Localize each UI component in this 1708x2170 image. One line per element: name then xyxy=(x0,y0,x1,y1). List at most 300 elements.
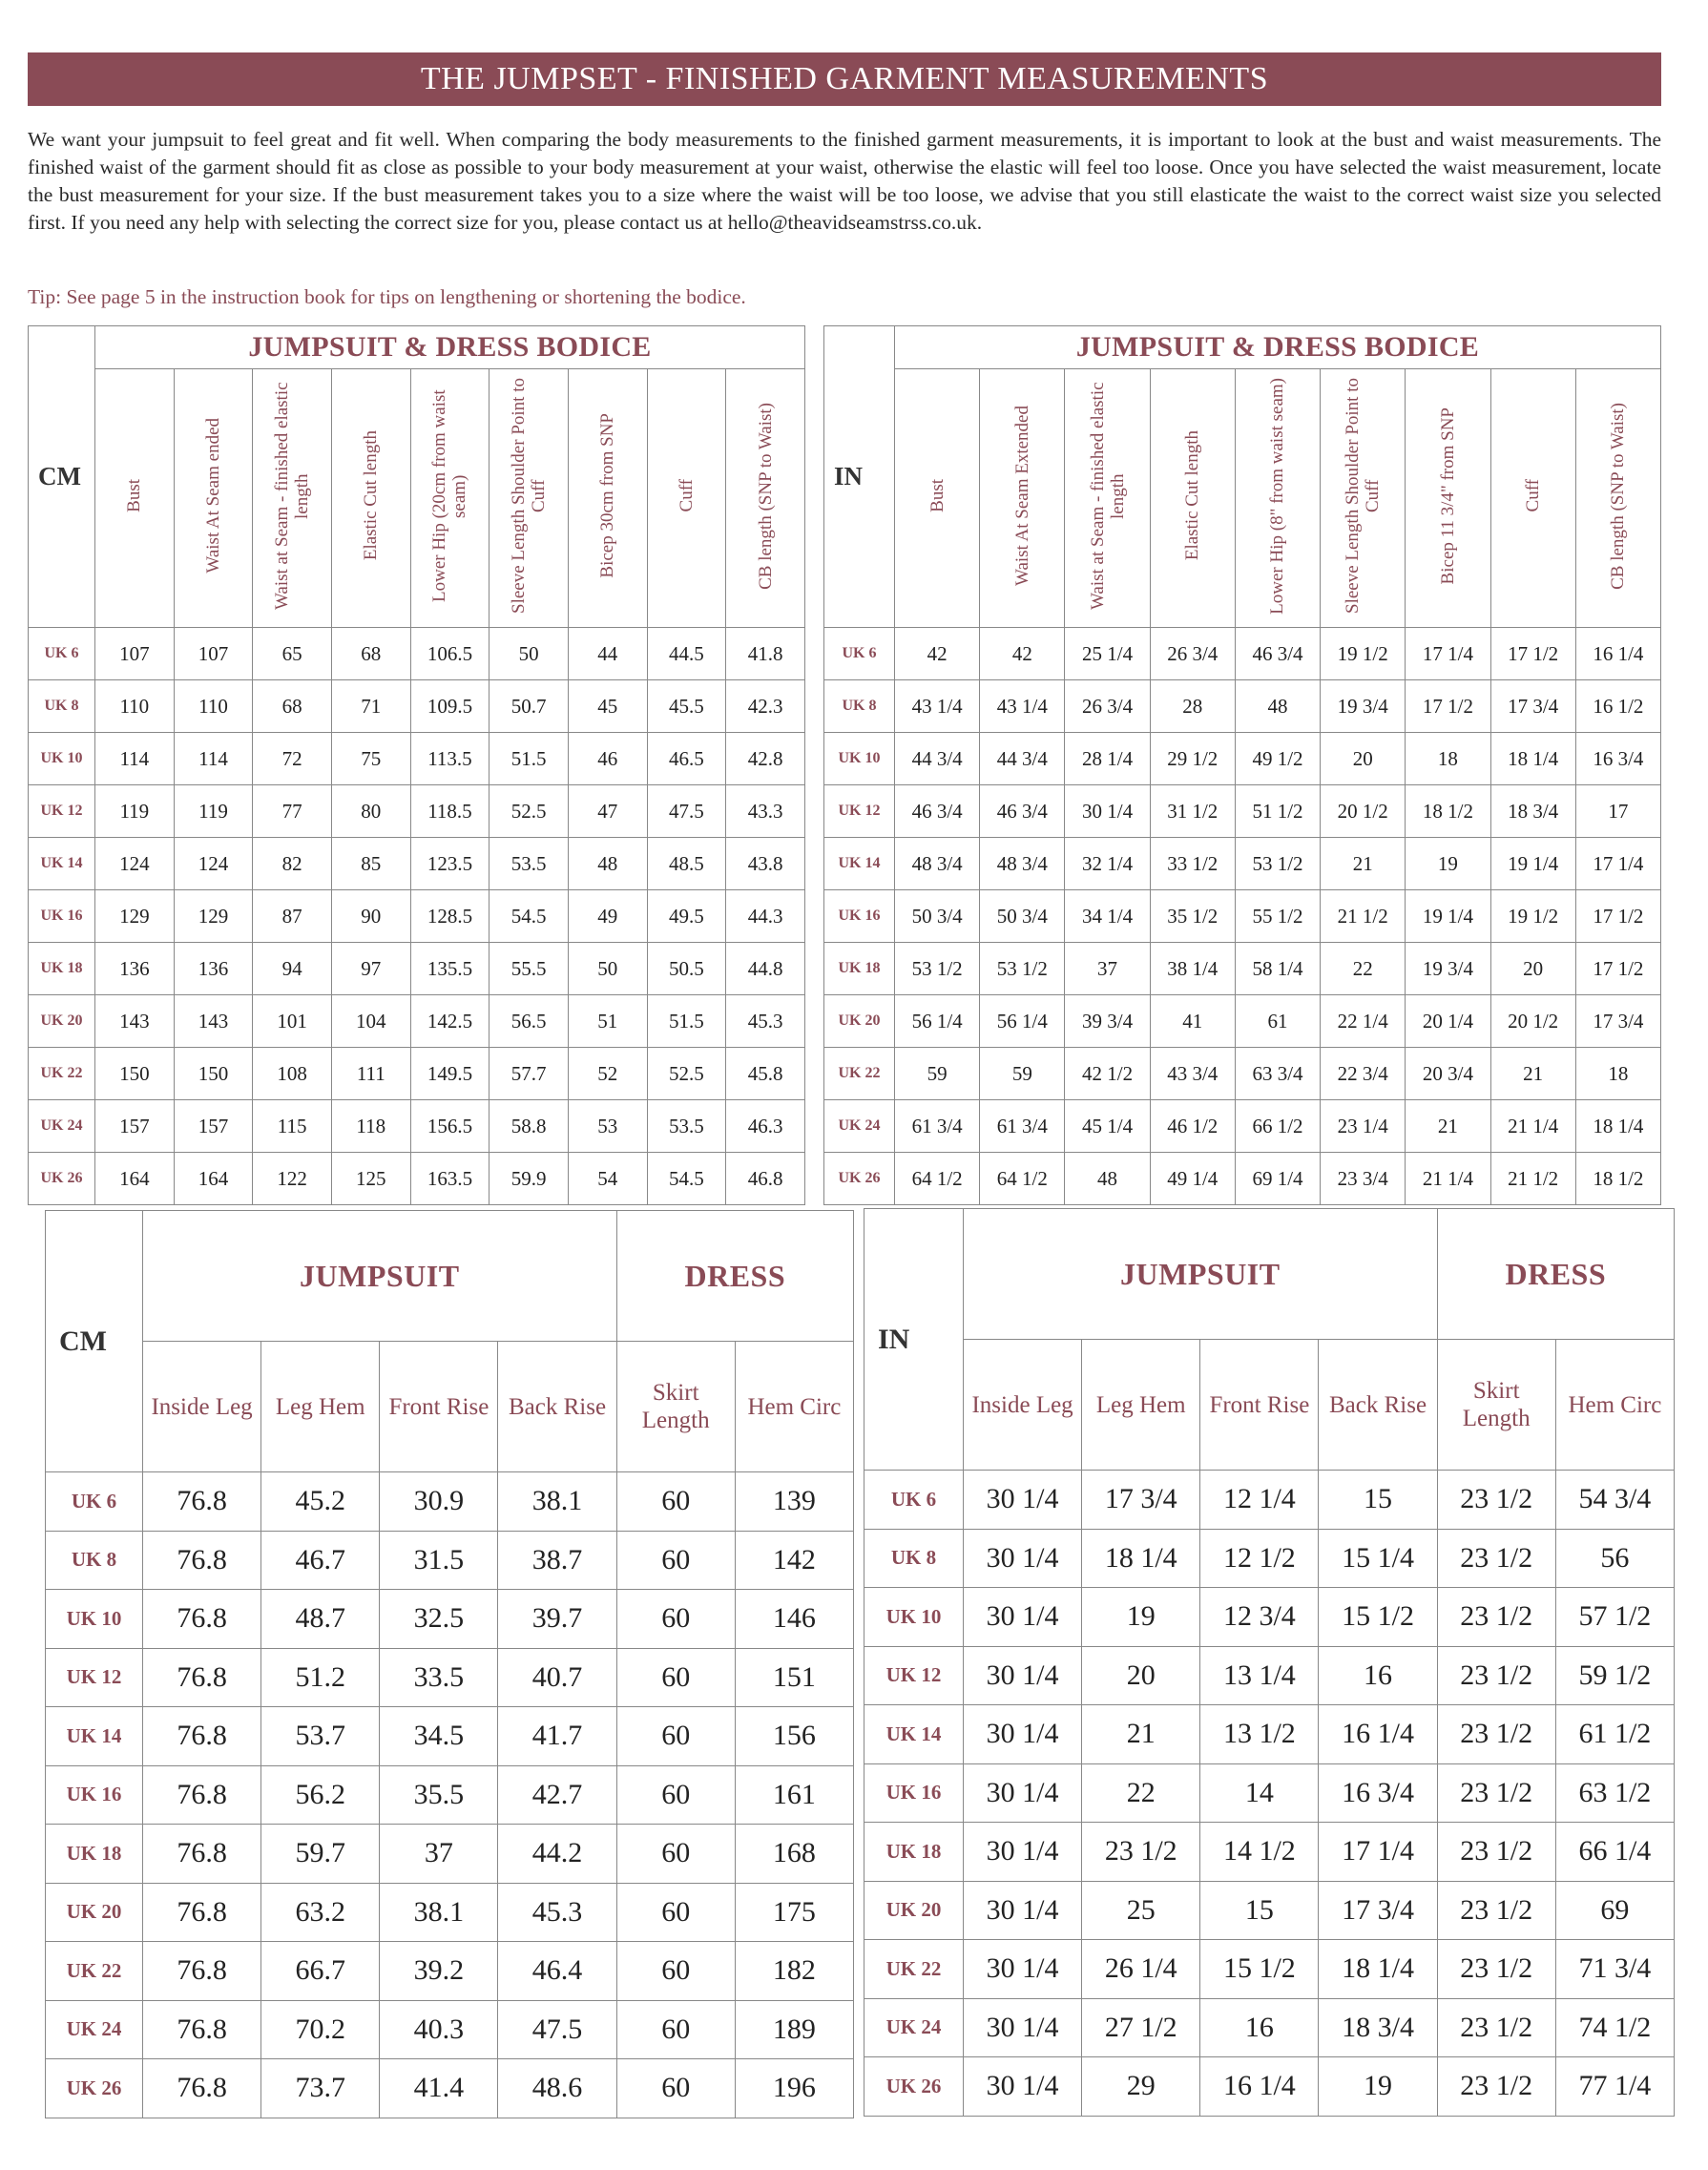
table-cell: 65 xyxy=(253,628,332,680)
table-cell: 23 1/4 xyxy=(1321,1100,1406,1153)
column-header-label: Bust xyxy=(927,479,948,512)
table-cell: 42.3 xyxy=(726,680,805,733)
table-row xyxy=(864,2057,1675,2117)
table-cell: 30 1/4 xyxy=(964,1881,1082,1940)
table-cell: 53 xyxy=(568,1100,647,1153)
column-header: Front Rise xyxy=(380,1342,498,1472)
table-cell: 20 xyxy=(1490,943,1575,995)
table-cell: 113.5 xyxy=(410,733,489,785)
table-row xyxy=(46,2059,854,2118)
table-cell: 54 xyxy=(568,1153,647,1205)
table-cell: 30.9 xyxy=(380,1472,498,1532)
table-cell: 18 1/4 xyxy=(1319,1940,1437,1999)
table-cell: 114 xyxy=(174,733,253,785)
table-row xyxy=(46,1472,854,1532)
table-cell: 48 xyxy=(1235,680,1320,733)
table-cell: 53 1/2 xyxy=(1235,838,1320,890)
table-cell: 50.7 xyxy=(489,680,569,733)
column-header xyxy=(331,369,410,628)
table-cell: 48.6 xyxy=(498,2059,616,2118)
size-label: UK 20 xyxy=(864,1881,964,1940)
table-cell: 46.8 xyxy=(726,1153,805,1205)
table-cell: 32.5 xyxy=(380,1590,498,1649)
table-cell: 59.7 xyxy=(261,1825,380,1884)
table-cell: 76.8 xyxy=(143,1707,261,1766)
table-cell: 13 1/4 xyxy=(1200,1646,1319,1705)
table-cell: 30 1/4 xyxy=(1065,785,1150,838)
column-header-label: Bust xyxy=(124,479,145,512)
table-cell: 16 xyxy=(1319,1646,1437,1705)
table-cell: 58.8 xyxy=(489,1100,569,1153)
column-header xyxy=(1321,369,1406,628)
table-cell: 46.5 xyxy=(647,733,726,785)
table-cell: 125 xyxy=(331,1153,410,1205)
table-cell: 163.5 xyxy=(410,1153,489,1205)
size-label: UK 6 xyxy=(46,1472,143,1532)
table-row xyxy=(29,1048,805,1100)
table-cell: 76.8 xyxy=(143,1942,261,2001)
table-cell: 31 1/2 xyxy=(1150,785,1235,838)
column-header-label: Sleeve Length Shoulder Point to Cuff xyxy=(509,378,550,614)
table-cell: 30 1/4 xyxy=(964,1588,1082,1647)
table-cell: 146 xyxy=(735,1590,853,1649)
table-cell: 123.5 xyxy=(410,838,489,890)
table-cell: 59 1/2 xyxy=(1555,1646,1674,1705)
table-cell: 48 3/4 xyxy=(980,838,1065,890)
size-label: UK 22 xyxy=(46,1942,143,2001)
table-cell: 46.4 xyxy=(498,1942,616,2001)
column-header xyxy=(1575,369,1660,628)
table-cell: 46 3/4 xyxy=(980,785,1065,838)
table-cell: 59.9 xyxy=(489,1153,569,1205)
table-cell: 21 1/4 xyxy=(1490,1100,1575,1153)
table-cell: 90 xyxy=(331,890,410,943)
column-header xyxy=(726,369,805,628)
table-cell: 50 3/4 xyxy=(895,890,980,943)
table-cell: 15 1/2 xyxy=(1319,1588,1437,1647)
table-row xyxy=(864,1471,1675,1530)
table-cell: 20 xyxy=(1082,1646,1200,1705)
table-cell: 157 xyxy=(95,1100,175,1153)
unit-label: CM xyxy=(29,326,95,628)
table-cell: 17 1/2 xyxy=(1575,943,1660,995)
table-cell: 41.8 xyxy=(726,628,805,680)
table-row xyxy=(46,1825,854,1884)
size-label: UK 26 xyxy=(824,1153,895,1205)
size-label: UK 10 xyxy=(46,1590,143,1649)
table-cell: 58 1/4 xyxy=(1235,943,1320,995)
table-cell: 68 xyxy=(253,680,332,733)
table-row xyxy=(29,838,805,890)
table-cell: 44.3 xyxy=(726,890,805,943)
table-cell: 115 xyxy=(253,1100,332,1153)
table-cell: 30 1/4 xyxy=(964,1940,1082,1999)
table-cell: 45.3 xyxy=(726,995,805,1048)
table-cell: 28 1/4 xyxy=(1065,733,1150,785)
table-cell: 60 xyxy=(616,1648,735,1707)
table-cell: 61 1/2 xyxy=(1555,1705,1674,1764)
table-cell: 107 xyxy=(174,628,253,680)
table-cell: 50 xyxy=(489,628,569,680)
table-cell: 76.8 xyxy=(143,1648,261,1707)
table-cell: 54.5 xyxy=(489,890,569,943)
table-cell: 56.2 xyxy=(261,1765,380,1825)
column-header: Inside Leg xyxy=(143,1342,261,1472)
table-cell: 182 xyxy=(735,1942,853,2001)
table-cell: 42.7 xyxy=(498,1765,616,1825)
table-cell: 68 xyxy=(331,628,410,680)
table-row xyxy=(29,733,805,785)
table-cell: 19 1/4 xyxy=(1490,838,1575,890)
size-label: UK 18 xyxy=(29,943,95,995)
table-cell: 23 1/2 xyxy=(1437,1940,1555,1999)
table-cell: 39 3/4 xyxy=(1065,995,1150,1048)
table-cell: 13 1/2 xyxy=(1200,1705,1319,1764)
column-header-label: Lower Hip (20cm from waist seam) xyxy=(429,389,470,602)
table-cell: 43.8 xyxy=(726,838,805,890)
table-cell: 72 xyxy=(253,733,332,785)
table-cell: 19 1/4 xyxy=(1406,890,1490,943)
table-cell: 28 xyxy=(1150,680,1235,733)
table-cell: 69 1/4 xyxy=(1235,1153,1320,1205)
table-cell: 12 3/4 xyxy=(1200,1588,1319,1647)
table-cell: 17 1/2 xyxy=(1490,628,1575,680)
table-cell: 38.1 xyxy=(380,1883,498,1942)
table-cell: 22 xyxy=(1321,943,1406,995)
table-cell: 71 xyxy=(331,680,410,733)
table-cell: 12 1/2 xyxy=(1200,1529,1319,1588)
table-cell: 29 1/2 xyxy=(1150,733,1235,785)
table-cell: 20 1/2 xyxy=(1490,995,1575,1048)
table-row xyxy=(824,733,1661,785)
table-cell: 52.5 xyxy=(489,785,569,838)
table-cell: 45.5 xyxy=(647,680,726,733)
table-cell: 44.5 xyxy=(647,628,726,680)
lower-cm-table xyxy=(45,1210,854,2118)
column-header-label: Bicep 30cm from SNP xyxy=(597,413,618,578)
table-cell: 122 xyxy=(253,1153,332,1205)
table-cell: 38 1/4 xyxy=(1150,943,1235,995)
lower-in-table xyxy=(864,1208,1675,2117)
table-cell: 57 1/2 xyxy=(1555,1588,1674,1647)
table-cell: 50 3/4 xyxy=(980,890,1065,943)
table-cell: 30 1/4 xyxy=(964,2057,1082,2117)
table-row xyxy=(864,1998,1675,2057)
column-header-label: Cuff xyxy=(1523,479,1544,512)
size-label: UK 12 xyxy=(29,785,95,838)
column-header: Skirt Length xyxy=(1437,1340,1555,1471)
table-cell: 17 3/4 xyxy=(1575,995,1660,1048)
table-cell: 150 xyxy=(95,1048,175,1100)
table-cell: 23 1/2 xyxy=(1437,1823,1555,1882)
column-header xyxy=(1065,369,1150,628)
table-cell: 21 1/2 xyxy=(1321,890,1406,943)
table-cell: 119 xyxy=(174,785,253,838)
size-label: UK 8 xyxy=(29,680,95,733)
table-cell: 129 xyxy=(174,890,253,943)
table-cell: 30 1/4 xyxy=(964,1529,1082,1588)
table-cell: 35.5 xyxy=(380,1765,498,1825)
table-cell: 109.5 xyxy=(410,680,489,733)
table-row xyxy=(864,1588,1675,1647)
table-cell: 46.3 xyxy=(726,1100,805,1153)
table-cell: 15 xyxy=(1200,1881,1319,1940)
table-cell: 49 xyxy=(568,890,647,943)
table-cell: 61 3/4 xyxy=(895,1100,980,1153)
size-label: UK 16 xyxy=(824,890,895,943)
table-cell: 27 1/2 xyxy=(1082,1998,1200,2057)
table-row xyxy=(29,995,805,1048)
table-cell: 21 xyxy=(1082,1705,1200,1764)
column-header-label: CB length (SNP to Waist) xyxy=(755,402,776,590)
table-cell: 45 xyxy=(568,680,647,733)
table-cell: 12 1/4 xyxy=(1200,1471,1319,1530)
table-row xyxy=(46,1942,854,2001)
table-cell: 26 3/4 xyxy=(1150,628,1235,680)
table-cell: 18 1/4 xyxy=(1575,1100,1660,1153)
column-header: Leg Hem xyxy=(261,1342,380,1472)
table-cell: 22 1/4 xyxy=(1321,995,1406,1048)
table-cell: 56.5 xyxy=(489,995,569,1048)
table-cell: 66.7 xyxy=(261,1942,380,2001)
table-cell: 108 xyxy=(253,1048,332,1100)
table-cell: 53.7 xyxy=(261,1707,380,1766)
table-cell: 85 xyxy=(331,838,410,890)
table-row xyxy=(864,1823,1675,1882)
size-label: UK 12 xyxy=(46,1648,143,1707)
table-row xyxy=(46,2000,854,2059)
table-cell: 23 1/2 xyxy=(1437,1881,1555,1940)
table-cell: 19 1/2 xyxy=(1490,890,1575,943)
table-cell: 23 1/2 xyxy=(1082,1823,1200,1882)
table-cell: 56 1/4 xyxy=(980,995,1065,1048)
unit-label: CM xyxy=(46,1211,143,1472)
page-title: THE JUMPSET - FINISHED GARMENT MEASUREMENTS xyxy=(28,52,1661,106)
column-header-label: Sleeve Length Shoulder Point to Cuff xyxy=(1343,378,1384,614)
table-cell: 53.5 xyxy=(647,1100,726,1153)
table-cell: 94 xyxy=(253,943,332,995)
table-cell: 19 xyxy=(1406,838,1490,890)
table-cell: 44 3/4 xyxy=(980,733,1065,785)
table-cell: 43 3/4 xyxy=(1150,1048,1235,1100)
table-cell: 42.8 xyxy=(726,733,805,785)
table-cell: 61 3/4 xyxy=(980,1100,1065,1153)
table-cell: 70.2 xyxy=(261,2000,380,2059)
table-row xyxy=(46,1531,854,1590)
table-cell: 19 xyxy=(1319,2057,1437,2117)
table-row xyxy=(29,890,805,943)
table-cell: 48.7 xyxy=(261,1590,380,1649)
table-cell: 26 3/4 xyxy=(1065,680,1150,733)
table-cell: 119 xyxy=(95,785,175,838)
size-label: UK 22 xyxy=(864,1940,964,1999)
table-cell: 104 xyxy=(331,995,410,1048)
table-cell: 34.5 xyxy=(380,1707,498,1766)
table-cell: 15 xyxy=(1319,1471,1437,1530)
table-cell: 76.8 xyxy=(143,2059,261,2118)
table-cell: 60 xyxy=(616,1942,735,2001)
table-cell: 63 1/2 xyxy=(1555,1763,1674,1823)
table-cell: 49 1/2 xyxy=(1235,733,1320,785)
table-cell: 47.5 xyxy=(498,2000,616,2059)
table-cell: 16 3/4 xyxy=(1575,733,1660,785)
table-cell: 63 3/4 xyxy=(1235,1048,1320,1100)
jumpsuit-group-header: JUMPSUIT xyxy=(964,1209,1438,1340)
table-cell: 38.1 xyxy=(498,1472,616,1532)
size-label: UK 14 xyxy=(29,838,95,890)
table-row xyxy=(864,1881,1675,1940)
table-cell: 18 1/4 xyxy=(1082,1529,1200,1588)
table-row xyxy=(824,628,1661,680)
table-cell: 17 xyxy=(1575,785,1660,838)
size-label: UK 26 xyxy=(46,2059,143,2118)
table-row xyxy=(824,943,1661,995)
table-cell: 16 1/4 xyxy=(1200,2057,1319,2117)
size-label: UK 6 xyxy=(824,628,895,680)
table-row xyxy=(824,680,1661,733)
table-cell: 74 1/2 xyxy=(1555,1998,1674,2057)
table-row xyxy=(29,943,805,995)
table-cell: 42 1/2 xyxy=(1065,1048,1150,1100)
table-cell: 44.8 xyxy=(726,943,805,995)
column-header xyxy=(1235,369,1320,628)
size-label: UK 8 xyxy=(46,1531,143,1590)
table-cell: 124 xyxy=(95,838,175,890)
table-cell: 142.5 xyxy=(410,995,489,1048)
table-cell: 66 1/2 xyxy=(1235,1100,1320,1153)
table-cell: 136 xyxy=(174,943,253,995)
size-label: UK 26 xyxy=(864,2057,964,2117)
table-cell: 21 xyxy=(1490,1048,1575,1100)
size-label: UK 24 xyxy=(864,1998,964,2057)
table-row xyxy=(46,1590,854,1649)
table-cell: 110 xyxy=(95,680,175,733)
size-label: UK 26 xyxy=(29,1153,95,1205)
column-header-label: CB length (SNP to Waist) xyxy=(1608,402,1629,590)
size-label: UK 8 xyxy=(864,1529,964,1588)
column-header-label: Elastic Cut length xyxy=(361,430,382,561)
size-label: UK 8 xyxy=(824,680,895,733)
column-header xyxy=(568,369,647,628)
column-header: Hem Circ xyxy=(735,1342,853,1472)
table-cell: 52 xyxy=(568,1048,647,1100)
table-row xyxy=(824,1100,1661,1153)
column-header xyxy=(1406,369,1490,628)
table-cell: 15 1/2 xyxy=(1200,1940,1319,1999)
table-cell: 21 1/4 xyxy=(1406,1153,1490,1205)
table-cell: 20 3/4 xyxy=(1406,1048,1490,1100)
table-cell: 33.5 xyxy=(380,1648,498,1707)
table-cell: 20 1/2 xyxy=(1321,785,1406,838)
table-cell: 44 3/4 xyxy=(895,733,980,785)
table-cell: 21 1/2 xyxy=(1490,1153,1575,1205)
table-cell: 60 xyxy=(616,2059,735,2118)
table-cell: 21 xyxy=(1406,1100,1490,1153)
table-cell: 48.5 xyxy=(647,838,726,890)
table-row xyxy=(824,1048,1661,1100)
table-cell: 77 1/4 xyxy=(1555,2057,1674,2117)
table-row xyxy=(864,1705,1675,1764)
table-cell: 41 xyxy=(1150,995,1235,1048)
table-cell: 53.5 xyxy=(489,838,569,890)
size-label: UK 12 xyxy=(864,1646,964,1705)
table-cell: 76.8 xyxy=(143,1825,261,1884)
table-cell: 18 1/4 xyxy=(1490,733,1575,785)
table-title: JUMPSUIT & DRESS BODICE xyxy=(895,326,1661,369)
table-cell: 33 1/2 xyxy=(1150,838,1235,890)
table-cell: 38.7 xyxy=(498,1531,616,1590)
unit-label: IN xyxy=(824,326,895,628)
table-cell: 56 xyxy=(1555,1529,1674,1588)
table-cell: 22 xyxy=(1082,1763,1200,1823)
table-cell: 149.5 xyxy=(410,1048,489,1100)
table-cell: 52.5 xyxy=(647,1048,726,1100)
table-cell: 14 1/2 xyxy=(1200,1823,1319,1882)
table-cell: 23 1/2 xyxy=(1437,1588,1555,1647)
table-row xyxy=(864,1940,1675,1999)
size-label: UK 10 xyxy=(824,733,895,785)
table-row xyxy=(864,1763,1675,1823)
table-cell: 76.8 xyxy=(143,1472,261,1532)
table-cell: 30 1/4 xyxy=(964,1705,1082,1764)
table-cell: 19 1/2 xyxy=(1321,628,1406,680)
table-cell: 17 3/4 xyxy=(1490,680,1575,733)
table-cell: 16 1/4 xyxy=(1575,628,1660,680)
table-row xyxy=(46,1883,854,1942)
table-cell: 22 3/4 xyxy=(1321,1048,1406,1100)
table-row xyxy=(46,1648,854,1707)
table-cell: 107 xyxy=(95,628,175,680)
table-cell: 60 xyxy=(616,1531,735,1590)
table-cell: 135.5 xyxy=(410,943,489,995)
column-header-label: Waist at Seam - finished elastic length xyxy=(1087,382,1128,610)
table-cell: 63.2 xyxy=(261,1883,380,1942)
size-label: UK 14 xyxy=(864,1705,964,1764)
table-cell: 77 xyxy=(253,785,332,838)
size-label: UK 20 xyxy=(824,995,895,1048)
table-cell: 31.5 xyxy=(380,1531,498,1590)
table-cell: 46.7 xyxy=(261,1531,380,1590)
size-label: UK 18 xyxy=(824,943,895,995)
table-cell: 53 1/2 xyxy=(980,943,1065,995)
column-header: Hem Circ xyxy=(1555,1340,1674,1471)
size-label: UK 10 xyxy=(864,1588,964,1647)
size-label: UK 14 xyxy=(46,1707,143,1766)
table-cell: 51.2 xyxy=(261,1648,380,1707)
column-header xyxy=(1150,369,1235,628)
table-cell: 69 xyxy=(1555,1881,1674,1940)
table-cell: 39.2 xyxy=(380,1942,498,2001)
table-cell: 30 1/4 xyxy=(964,1998,1082,2057)
table-cell: 45.2 xyxy=(261,1472,380,1532)
table-cell: 60 xyxy=(616,1707,735,1766)
table-row xyxy=(864,1529,1675,1588)
table-cell: 17 1/4 xyxy=(1319,1823,1437,1882)
table-cell: 175 xyxy=(735,1883,853,1942)
table-cell: 60 xyxy=(616,1590,735,1649)
size-label: UK 18 xyxy=(46,1825,143,1884)
table-cell: 43 1/4 xyxy=(895,680,980,733)
table-cell: 87 xyxy=(253,890,332,943)
table-row xyxy=(29,680,805,733)
table-cell: 30 1/4 xyxy=(964,1823,1082,1882)
table-cell: 156 xyxy=(735,1707,853,1766)
table-cell: 60 xyxy=(616,1825,735,1884)
table-cell: 45 1/4 xyxy=(1065,1100,1150,1153)
table-cell: 168 xyxy=(735,1825,853,1884)
size-label: UK 24 xyxy=(29,1100,95,1153)
table-cell: 129 xyxy=(95,890,175,943)
